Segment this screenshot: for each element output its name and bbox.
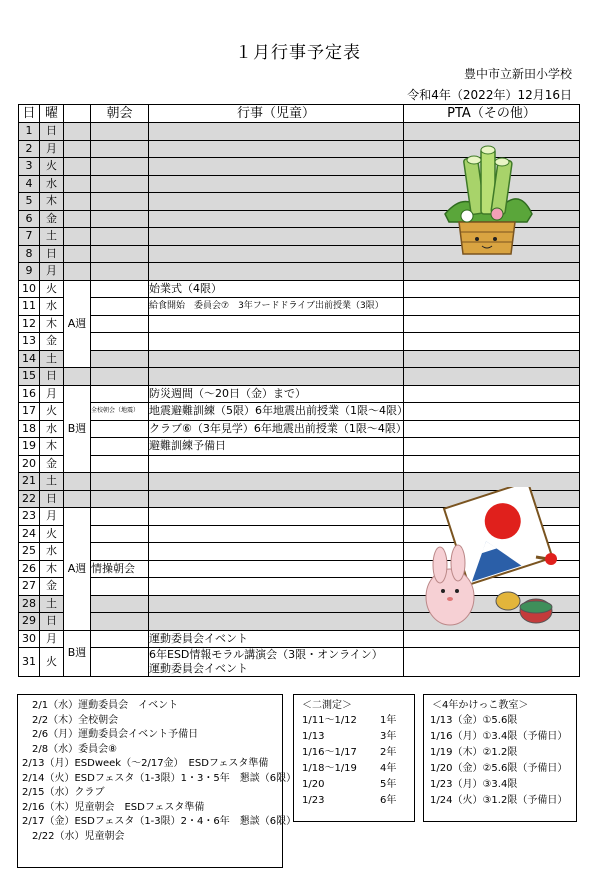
calendar-row <box>19 280 580 298</box>
measurement-row <box>294 761 414 777</box>
week-cell: B週 <box>64 385 91 473</box>
pta-cell <box>404 420 580 438</box>
page-title: １月行事予定表 <box>235 43 361 63</box>
weekday-cell: 日 <box>40 613 64 631</box>
running-class-box <box>423 694 577 822</box>
event-cell <box>149 228 404 246</box>
measurement-date: 1/11～1/12 <box>302 715 357 726</box>
measurement-date: 1/18～1/19 <box>302 763 357 774</box>
school-name: 豊中市立新田小学校 <box>463 67 572 81</box>
pta-cell <box>404 438 580 456</box>
weekday-cell: 土 <box>40 350 64 368</box>
week-cell <box>64 473 91 491</box>
header-week <box>64 105 91 123</box>
measurement-grade: 1年 <box>380 715 397 726</box>
day-cell: 26 <box>19 560 40 578</box>
event-cell <box>149 280 404 298</box>
day-cell: 27 <box>19 578 40 596</box>
weekday-cell: 水 <box>40 543 64 561</box>
pta-cell <box>404 350 580 368</box>
weekday-cell: 木 <box>40 438 64 456</box>
running-class-heading: ＜4年かけっこ教室＞ <box>432 700 529 711</box>
calendar-row <box>19 350 580 368</box>
week-cell <box>64 193 91 211</box>
assembly-cell <box>91 490 149 508</box>
assembly-cell <box>91 578 149 596</box>
event-cell <box>149 543 404 561</box>
event-cell <box>149 210 404 228</box>
calendar-header-row <box>19 105 580 123</box>
event-cell <box>149 245 404 263</box>
pta-cell <box>404 315 580 333</box>
measurement-box <box>293 694 415 822</box>
weekday-cell: 月 <box>40 263 64 281</box>
day-cell: 3 <box>19 158 40 176</box>
weekday-cell: 水 <box>40 298 64 316</box>
event-text: 運動委員会イベント <box>149 662 248 675</box>
event-text: 避難訓練予備日 <box>149 439 226 453</box>
schedule-item: 2/13（月）ESDweek（～2/17金） ESDフェスタ準備 <box>22 758 269 769</box>
event-cell <box>149 158 404 176</box>
event-text: 給食開始 委員会⑦ 3年フードドライブ出前授業（3限） <box>149 301 384 312</box>
measurement-heading: ＜二測定＞ <box>302 700 352 711</box>
pta-cell <box>404 368 580 386</box>
schedule-item: 2/6（月）運動委員会イベント予備日 <box>32 729 199 740</box>
day-cell: 30 <box>19 630 40 648</box>
weekday-cell: 火 <box>40 403 64 421</box>
pta-cell <box>404 263 580 281</box>
weekday-cell: 金 <box>40 333 64 351</box>
pta-cell <box>404 455 580 473</box>
day-cell: 15 <box>19 368 40 386</box>
schedule-item: 2/2（木）全校朝会 <box>32 714 119 726</box>
schedule-item: 2/1（水）運動委員会 イベント <box>32 700 179 711</box>
event-cell <box>149 455 404 473</box>
measurement-grade: 4年 <box>380 763 397 774</box>
event-cell <box>149 368 404 386</box>
event-text: 地震避難訓練（5限）6年地震出前授業（1限～4限） <box>149 404 408 418</box>
assembly-cell <box>91 263 149 281</box>
measurement-row <box>294 745 414 761</box>
weekday-cell: 日 <box>40 490 64 508</box>
measurement-grade: 6年 <box>380 795 397 806</box>
assembly-cell <box>91 210 149 228</box>
weekday-cell: 日 <box>40 245 64 263</box>
measurement-grade: 2年 <box>380 747 397 758</box>
day-cell: 18 <box>19 420 40 438</box>
week-cell <box>64 123 91 141</box>
weekday-cell: 金 <box>40 210 64 228</box>
day-cell: 31 <box>19 648 40 677</box>
event-cell <box>149 420 407 438</box>
event-cell <box>149 385 404 403</box>
event-cell <box>149 350 404 368</box>
day-cell: 4 <box>19 175 40 193</box>
weekday-cell: 火 <box>40 280 64 298</box>
event-cell <box>149 123 404 141</box>
week-cell <box>64 490 91 508</box>
event-text: 6年ESD情報モラル講演会（3限・オンライン） <box>149 648 383 661</box>
assembly-cell <box>91 420 149 438</box>
february-schedule-box <box>17 694 297 868</box>
event-text: 始業式（4限） <box>149 281 222 295</box>
week-cell <box>64 228 91 246</box>
pta-cell <box>404 385 580 403</box>
day-cell: 14 <box>19 350 40 368</box>
event-cell <box>149 560 404 578</box>
running-class-item: 1/16（月）①3.4限（予備日） <box>430 731 568 742</box>
calendar-row <box>19 403 580 421</box>
event-cell <box>149 298 404 316</box>
assembly-cell: 全校朝会（地震） <box>91 403 149 421</box>
weekday-cell: 木 <box>40 560 64 578</box>
pta-cell <box>404 333 580 351</box>
running-class-item: 1/23（月）③3.4限 <box>430 779 518 790</box>
event-cell <box>149 438 404 456</box>
weekday-cell: 火 <box>40 158 64 176</box>
calendar-row <box>19 315 580 333</box>
assembly-cell <box>91 455 149 473</box>
week-cell: B週 <box>64 630 91 677</box>
header-pta: PTA（その他） <box>404 105 580 123</box>
day-cell: 25 <box>19 543 40 561</box>
schedule-item: 2/8（水）委員会⑧ <box>32 743 118 755</box>
week-cell <box>64 175 91 193</box>
calendar-row <box>19 438 580 456</box>
week-cell <box>64 158 91 176</box>
day-cell: 16 <box>19 385 40 403</box>
event-cell <box>149 490 404 508</box>
assembly-cell <box>91 123 149 141</box>
assembly-cell <box>91 385 149 403</box>
assembly-cell <box>91 298 149 316</box>
day-cell: 17 <box>19 403 40 421</box>
event-cell <box>149 140 404 158</box>
assembly-cell <box>91 350 149 368</box>
running-class-item: 1/19（木）②1.2限 <box>430 747 518 758</box>
day-cell: 28 <box>19 595 40 613</box>
weekday-cell: 日 <box>40 123 64 141</box>
day-cell: 29 <box>19 613 40 631</box>
running-class-item: 1/24（火）③1.2限（予備日） <box>430 795 568 806</box>
schedule-item: 2/15（水）クラブ <box>22 787 105 798</box>
assembly-cell <box>91 368 149 386</box>
weekday-cell: 金 <box>40 455 64 473</box>
calendar-row <box>19 455 580 473</box>
running-class-item: 1/20（金）②5.6限（予備日） <box>430 763 568 774</box>
header-assembly: 朝会 <box>91 105 149 123</box>
day-cell: 5 <box>19 193 40 211</box>
pta-cell <box>404 123 580 141</box>
event-cell <box>149 333 404 351</box>
measurement-date: 1/23 <box>302 795 325 806</box>
weekday-cell: 月 <box>40 385 64 403</box>
event-cell <box>149 648 404 677</box>
measurement-grade: 3年 <box>380 731 397 742</box>
day-cell: 21 <box>19 473 40 491</box>
calendar-row <box>19 368 580 386</box>
event-cell <box>149 193 404 211</box>
header-events: 行事（児童） <box>149 105 404 123</box>
pta-cell <box>404 403 580 421</box>
day-cell: 12 <box>19 315 40 333</box>
assembly-cell <box>91 648 149 677</box>
schedule-item: 2/22（水）児童朝会 <box>32 830 125 842</box>
weekday-cell: 火 <box>40 648 64 677</box>
event-cell <box>149 263 404 281</box>
event-cell <box>149 508 404 526</box>
new-year-illustration <box>418 487 568 635</box>
day-cell: 7 <box>19 228 40 246</box>
event-cell <box>149 525 404 543</box>
weekday-cell: 月 <box>40 508 64 526</box>
weekday-cell: 土 <box>40 473 64 491</box>
assembly-cell <box>91 228 149 246</box>
weekday-cell: 金 <box>40 578 64 596</box>
weekday-cell: 月 <box>40 630 64 648</box>
assembly-cell <box>91 158 149 176</box>
assembly-cell <box>91 193 149 211</box>
event-cell <box>149 630 404 648</box>
weekday-cell: 火 <box>40 525 64 543</box>
day-cell: 11 <box>19 298 40 316</box>
schedule-item: 2/17（金）ESDフェスタ（1-3限）2・4・6年 懇談（6限） <box>22 816 297 827</box>
assembly-cell <box>91 630 149 648</box>
assembly-cell <box>91 508 149 526</box>
day-cell: 13 <box>19 333 40 351</box>
day-cell: 20 <box>19 455 40 473</box>
event-cell <box>149 315 404 333</box>
day-cell: 1 <box>19 123 40 141</box>
week-cell: A週 <box>64 508 91 631</box>
kadomatsu-illustration <box>437 144 537 262</box>
event-text: 運動委員会イベント <box>149 631 248 645</box>
calendar-row <box>19 420 580 438</box>
event-cell <box>149 403 408 421</box>
assembly-cell <box>91 175 149 193</box>
day-cell: 23 <box>19 508 40 526</box>
weekday-cell: 水 <box>40 175 64 193</box>
event-cell <box>149 473 404 491</box>
event-text: クラブ⑥（3年見学）6年地震出前授業（1限～4限） <box>149 421 407 435</box>
assembly-cell: 情操朝会 <box>91 560 149 578</box>
week-cell <box>64 368 91 386</box>
event-cell <box>149 578 404 596</box>
pta-cell <box>404 280 580 298</box>
running-class-item: 1/13（金）①5.6限 <box>430 715 518 726</box>
measurement-date: 1/20 <box>302 779 325 790</box>
pta-cell <box>404 648 580 677</box>
header-dow: 曜 <box>40 105 64 123</box>
weekday-cell: 水 <box>40 420 64 438</box>
calendar-row <box>19 385 580 403</box>
weekday-cell: 土 <box>40 595 64 613</box>
measurement-date: 1/13 <box>302 731 325 742</box>
measurement-date: 1/16～1/17 <box>302 747 357 758</box>
event-text: 防災週間（～20日（金）まで） <box>149 386 306 400</box>
week-cell: A週 <box>64 280 91 368</box>
calendar-row <box>19 123 580 141</box>
week-cell <box>64 245 91 263</box>
weekday-cell: 木 <box>40 193 64 211</box>
calendar-row <box>19 298 580 316</box>
weekday-cell: 木 <box>40 315 64 333</box>
assembly-cell <box>91 245 149 263</box>
weekday-cell: 土 <box>40 228 64 246</box>
assembly-cell <box>91 543 149 561</box>
measurement-row <box>294 793 414 809</box>
week-cell <box>64 140 91 158</box>
assembly-cell <box>91 525 149 543</box>
day-cell: 9 <box>19 263 40 281</box>
assembly-cell <box>91 595 149 613</box>
measurement-row <box>294 729 414 745</box>
header-day: 日 <box>19 105 40 123</box>
weekday-cell: 日 <box>40 368 64 386</box>
schedule-item: 2/16（木）児童朝会 ESDフェスタ準備 <box>22 801 205 813</box>
assembly-cell <box>91 613 149 631</box>
day-cell: 19 <box>19 438 40 456</box>
day-cell: 6 <box>19 210 40 228</box>
event-cell <box>149 595 404 613</box>
assembly-cell <box>91 315 149 333</box>
measurement-row <box>294 777 414 793</box>
measurement-grade: 5年 <box>380 779 397 790</box>
day-cell: 24 <box>19 525 40 543</box>
assembly-cell <box>91 140 149 158</box>
assembly-cell <box>91 438 149 456</box>
event-cell <box>149 175 404 193</box>
day-cell: 10 <box>19 280 40 298</box>
pta-cell <box>404 298 580 316</box>
event-cell <box>149 613 404 631</box>
calendar-row <box>19 648 580 677</box>
calendar-row <box>19 263 580 281</box>
assembly-cell <box>91 333 149 351</box>
day-cell: 22 <box>19 490 40 508</box>
day-cell: 8 <box>19 245 40 263</box>
assembly-cell <box>91 473 149 491</box>
week-cell <box>64 210 91 228</box>
issue-date: 令和4年（2022年）12月16日 <box>407 88 572 102</box>
measurement-row <box>294 713 414 729</box>
calendar-row <box>19 333 580 351</box>
day-cell: 2 <box>19 140 40 158</box>
week-cell <box>64 263 91 281</box>
schedule-item: 2/14（火）ESDフェスタ（1-3限）1・3・5年 懇談（6限） <box>22 772 297 784</box>
weekday-cell: 月 <box>40 140 64 158</box>
assembly-cell <box>91 280 149 298</box>
